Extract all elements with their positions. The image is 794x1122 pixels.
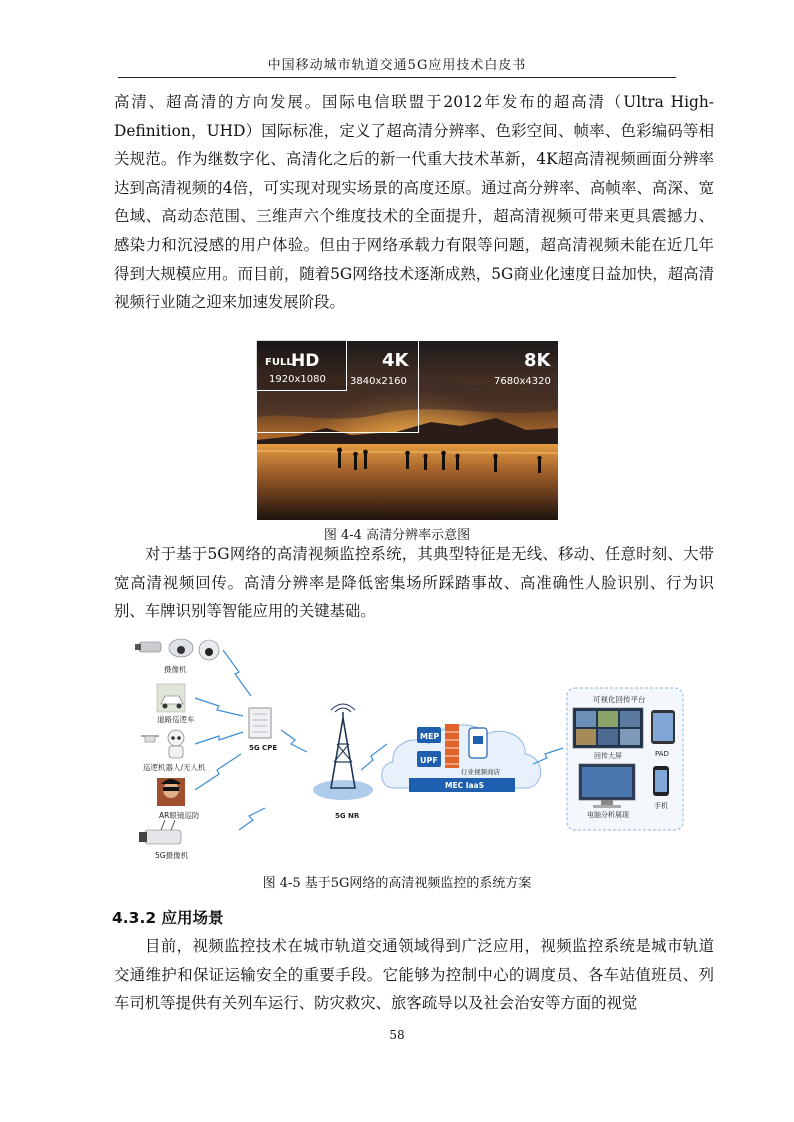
- phone-label: 手机: [654, 802, 668, 810]
- fullhd-label: HD: [291, 351, 320, 371]
- 5g-camera-icon: [139, 820, 181, 844]
- big-screen-label: 回传大屏: [594, 752, 622, 760]
- figure-4-4-caption: 图 4-4 高清分辨率示意图: [323, 528, 471, 543]
- figure-4-5-caption: 图 4-5 基于5G网络的高清视频监控的系统方案: [262, 876, 532, 891]
- body-paragraph-2: 对于基于5G网络的高清视频监控系统，其典型特征是无线、移动、任意时刻、大带宽高清视频回传。高清分辨率是降低密集场所踩踏事故、高准确性人脸识别、行为识别、车牌识别等智能应用的关键基础。: [114, 545, 714, 621]
- link-ar-cpe-icon: [195, 754, 241, 790]
- patrol-car-icon: [157, 684, 185, 712]
- upf-label: UPF: [420, 756, 438, 765]
- mep-label: MEP: [420, 732, 440, 741]
- firewall-icon: [445, 724, 459, 768]
- platform-label: 可视化回传平台: [593, 695, 646, 704]
- big-screen-icon: [573, 708, 643, 748]
- pad-label: PAD: [655, 750, 669, 758]
- 4k-label: 4K: [382, 350, 409, 371]
- link-5gcam-nr-icon: [239, 808, 265, 830]
- 5g-cpe-icon: [249, 708, 271, 738]
- app-store-label: 行业视频商店: [461, 768, 500, 776]
- ar-patrol-label: AR眼镜巡防: [159, 811, 200, 820]
- body-paragraph-3: 目前，视频监控技术在城市轨道交通领域得到广泛应用，视频监控系统是城市轨道交通维护和保证运输安全的重要手段。它能够为控制中心的调度员、各车站值班员、列车司机等提供有关列车运行、防灾救灾、旅客疏导以及社会治安等方面的视觉: [114, 937, 714, 1013]
- robot-drone-label: 巡逻机器人/无人机: [143, 763, 206, 772]
- patrol-car-label: 道路巡逻车: [157, 715, 195, 724]
- header-rule: [118, 77, 676, 78]
- pc-label: 电脑分析展现: [587, 811, 629, 819]
- resolution-figure: [256, 340, 559, 521]
- link-cpe-nr-icon: [281, 730, 307, 752]
- fullhd-prefix-label: FULL: [265, 357, 293, 368]
- fullhd-resolution-label: 1920x1080: [269, 374, 326, 385]
- link-nr-mec-icon: [361, 744, 387, 770]
- nr-label: 5G NR: [335, 812, 360, 820]
- 5g-camera-label: 5G摄像机: [155, 851, 189, 860]
- app-store-icon: [469, 728, 487, 758]
- link-mec-platform-icon: [533, 748, 563, 764]
- 5g-nr-tower-icon: [313, 704, 373, 800]
- 8k-resolution-label: 7680x4320: [494, 376, 551, 387]
- cpe-label: 5G CPE: [249, 744, 278, 752]
- pad-icon: [651, 710, 675, 744]
- ar-glasses-icon: [157, 778, 185, 806]
- robot-drone-icon: [141, 730, 184, 758]
- body-paragraph-1: 高清、超高清的方向发展。国际电信联盟于2012年发布的超高清（Ultra High-Definition，UHD）国际标准，定义了超高清分辨率、色彩空间、帧率、色彩编码等相关规范。作为继数字化、高清化之后的新一代重大技术革新，4K超高清视频画面分辨率达到高清视频的4倍，可实现对现实场景的高度还原。通过高分辨率、高帧率、高深、宽色域、高动态范围、三维声六个维度技术的全面提升，超高清视频可带来更具震撼力、感染力和沉浸感的用户体验。但由于网络承载力有限等问题，超高清视频未能在近几年得到大规模应用。而目前，随着5G网络技术逐渐成熟，5G商业化速度日益加快，超高清视频行业随之迎来加速发展阶段。: [114, 93, 714, 312]
- running-header: 中国移动城市轨道交通5G应用技术白皮书: [267, 58, 527, 73]
- section-heading: 4.3.2 应用场景: [112, 909, 224, 927]
- 4k-resolution-label: 3840x2160: [350, 376, 407, 387]
- system-diagram: [131, 632, 685, 869]
- 8k-label: 8K: [524, 350, 551, 371]
- link-car-cpe-icon: [195, 698, 243, 716]
- mec-label: MEC IaaS: [445, 781, 485, 790]
- link-camera-cpe-icon: [223, 650, 251, 696]
- page-number: 58: [389, 1028, 405, 1042]
- camera-label: 摄像机: [164, 665, 187, 674]
- camera-group-icon: [135, 639, 219, 660]
- link-robot-cpe-icon: [195, 732, 243, 744]
- phone-icon: [653, 766, 669, 796]
